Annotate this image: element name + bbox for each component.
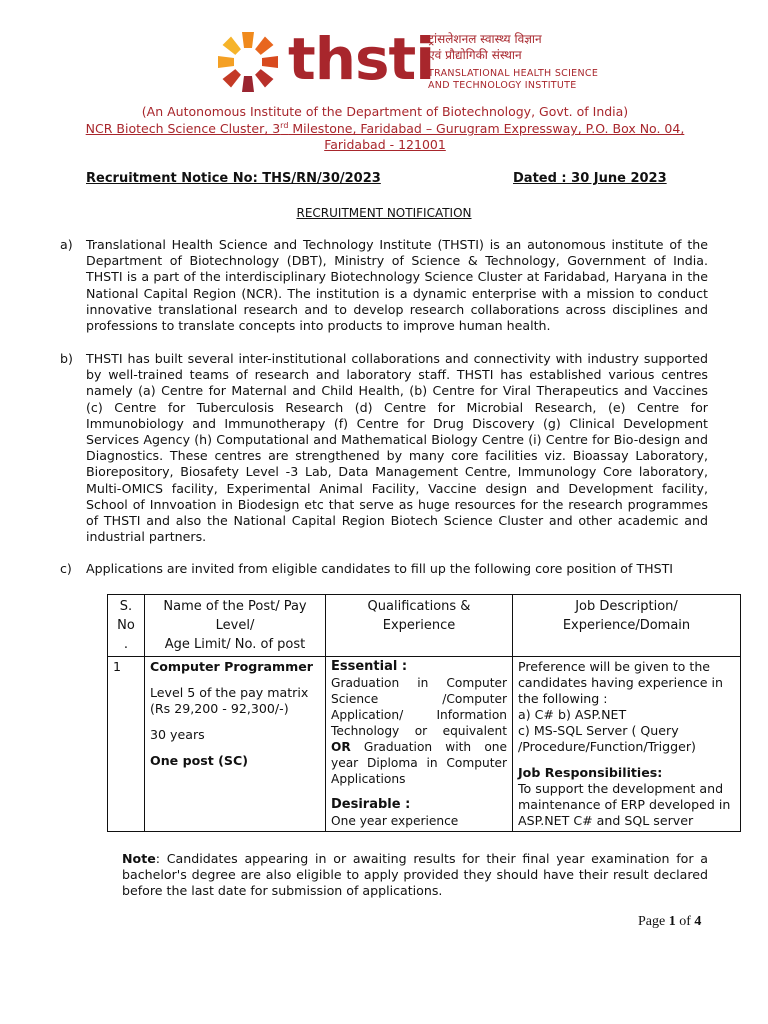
header-post-line2: Level/ xyxy=(215,618,255,633)
post-name: Computer Programmer xyxy=(150,659,313,674)
spacer xyxy=(331,787,507,797)
page-current: 1 xyxy=(668,914,676,929)
paragraph-c-label: c) xyxy=(60,561,72,576)
logo-sunburst-icon xyxy=(216,30,280,94)
logo-hindi-line1: ट्रांसलेशनल स्वास्थ्य विज्ञान xyxy=(428,32,542,46)
row-job-description xyxy=(513,657,741,832)
thsti-logo xyxy=(216,25,599,104)
note-paragraph xyxy=(122,851,708,900)
header-sno-line1: S. xyxy=(119,599,133,614)
page-prefix: Page xyxy=(638,914,669,929)
age-limit: 30 years xyxy=(150,727,205,742)
page-number xyxy=(638,914,701,930)
header-qualifications xyxy=(326,595,513,657)
address-line3: Faridabad - 121001 xyxy=(324,137,446,152)
essential-or: OR xyxy=(331,740,351,754)
number-of-posts: One post (SC) xyxy=(150,753,248,768)
paragraph-b-label: b) xyxy=(60,351,73,366)
desirable-text: One year experience xyxy=(331,814,459,828)
header-sno-line3: . xyxy=(123,637,129,652)
positions-table xyxy=(107,594,741,832)
table-header-row xyxy=(108,595,741,657)
essential-text-start: Graduation in Computer Science /Computer Application/ Information Technology or equivalent xyxy=(331,676,507,738)
header-desc-line2: Experience/Domain xyxy=(562,618,691,633)
preference-item-2: c) MS-SQL Server ( Query /Procedure/Function/Trigger) xyxy=(518,723,696,754)
notice-date: Dated : 30 June 2023 xyxy=(513,171,667,186)
header-qual-line1: Qualifications & xyxy=(367,599,471,614)
responsibilities-text: To support the development and maintenance of ERP developed in ASP.NET C# and SQL server xyxy=(518,781,731,828)
spacer xyxy=(150,717,320,727)
paragraph-a: Translational Health Science and Technology Institute (THSTI) is an autonomous institute of the Department of Biotechnology (DBT), Ministry of Science & Technology, Government of India. THSTI is a part of the interdisciplinary Biotechnology Science Cluster at Faridabad, Haryana in the National Capital Region (NCR). The institution is a dynamic enterprise with a mission to conduct innovative translational research and to develop research collaborations across disciplines and professions to translate concepts into products to improve human health. xyxy=(86,237,708,334)
preference-item-1: a) C# b) ASP.NET xyxy=(518,707,627,722)
preference-text: Preference will be given to the candidates having experience in the following : xyxy=(518,659,723,706)
header-sno-line2: No xyxy=(117,618,135,633)
responsibilities-label: Job Responsibilities: xyxy=(518,765,663,780)
address-line2-start: NCR Biotech Science Cluster, 3 xyxy=(85,121,281,137)
row-sno: 1 xyxy=(108,657,145,832)
pay-range: (Rs 29,200 - 92,300/-) xyxy=(150,701,289,716)
note-text: : Candidates appearing in or awaiting results for their final year examination for a bachelor's degree are also eligible to apply provided they should have their result declared before the last date for submission of applications. xyxy=(122,851,708,899)
essential-text xyxy=(331,675,507,787)
address-line1: (An Autonomous Institute of the Department of Biotechnology, Govt. of India) xyxy=(141,104,629,119)
desirable-label: Desirable : xyxy=(331,797,411,812)
logo-hindi-line2: एवं प्रौद्योगिकी संस्थान xyxy=(428,48,522,62)
row-qualifications xyxy=(326,657,513,832)
notification-title: RECRUITMENT NOTIFICATION xyxy=(296,206,472,220)
essential-label: Essential : xyxy=(331,659,408,674)
note-label: Note xyxy=(122,851,156,866)
header-job-description xyxy=(513,595,741,657)
spacer xyxy=(150,743,320,753)
paragraph-a-label: a) xyxy=(60,237,73,252)
paragraph-c: Applications are invited from eligible candidates to fill up the following core position of THSTI xyxy=(86,561,674,576)
address-line2 xyxy=(60,121,710,136)
row-post xyxy=(145,657,326,832)
spacer xyxy=(150,675,320,685)
header-qual-line2: Experience xyxy=(382,618,456,633)
logo-english-line1: TRANSLATIONAL HEALTH SCIENCE xyxy=(428,68,599,79)
header-desc-line1: Job Description/ xyxy=(575,599,678,614)
header-post-line3: Age Limit/ No. of post xyxy=(164,637,306,652)
essential-text-end: Graduation with one year Diploma in Computer Applications xyxy=(331,740,507,786)
address-line2-sup: rd xyxy=(280,121,289,130)
page-of: of xyxy=(675,914,695,929)
paragraph-b: THSTI has built several inter-institutional collaborations and connectivity with industry supported by well-trained teams of research and laboratory staff. THSTI has established various centres namely (a) Centre for Maternal and Child Health, (b) Centre for Viral Therapeutics and Vaccines (c) Centre for Tuberculosis Research (d) Centre for Microbial Research, (e) Centre for Immunobiology and Immunotherapy (f) Centre for Drug Discovery (g) Clinical Development Services Agency (h) Computational and Mathematical Biology Centre (i) Centre for Bio-design and Diagnostics. These centres are strengthened by many core facilities viz. Bioassay Laboratory, Biorepository, Biosafety Level -3 Lab, Data Management Centre, Immunology Core laboratory, Multi-OMICS facility, Experimental Animal Facility, Vaccine design and Development facility, School of Innvoation in Biodesign etc that serve as huge resources for the research programmes of THSTI and also the National Capital Region Biotech Science Cluster and other academic and industrial partners. xyxy=(86,351,708,545)
table-row xyxy=(108,657,741,832)
header-post-line1: Name of the Post/ Pay xyxy=(163,599,307,614)
pay-level: Level 5 of the pay matrix xyxy=(150,685,309,700)
header-post xyxy=(145,595,326,657)
header-sno xyxy=(108,595,145,657)
address-line2-end: Milestone, Faridabad – Gurugram Expressway, P.O. Box No. 04, xyxy=(288,121,685,137)
page-total: 4 xyxy=(694,914,702,929)
logo-wordmark: thsti xyxy=(288,25,435,93)
notice-number: Recruitment Notice No: THS/RN/30/2023 xyxy=(86,171,381,186)
logo-english-line2: AND TECHNOLOGY INSTITUTE xyxy=(428,80,577,91)
spacer xyxy=(518,755,735,765)
